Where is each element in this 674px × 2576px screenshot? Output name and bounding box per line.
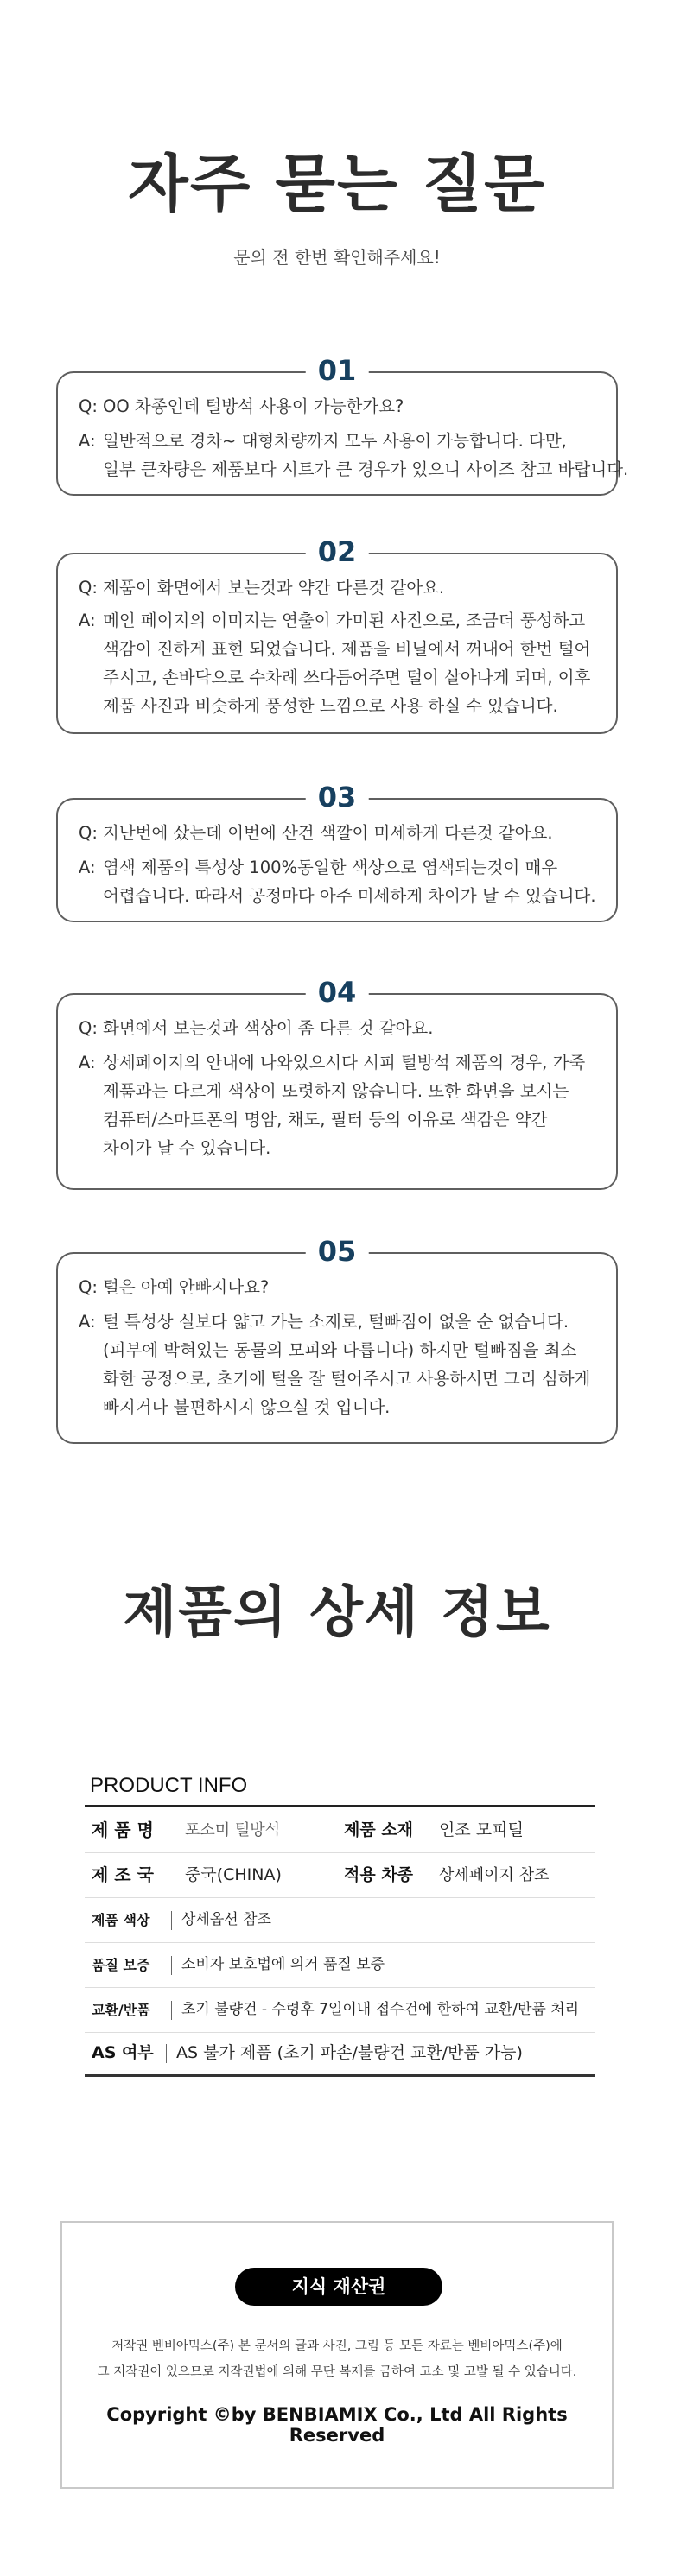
q-label: Q: [79,578,98,598]
faq-card-03 [56,781,618,922]
faq-answer [79,606,602,720]
info-label: 제품 소재 [344,1820,414,1839]
info-value: 포소미 털방석 [175,1808,280,1852]
a-label: A: [79,1312,96,1332]
info-label: AS 여부 [92,2043,154,2062]
faq-answer [79,1307,602,1421]
faq-question [79,392,602,421]
divider [85,1805,595,1807]
faq-subtitle: 문의 전 한번 확인해주세요! [233,247,441,268]
faq-title: 자주 묻는 질문 [128,148,546,220]
info-label: 제 품 명 [92,1820,154,1840]
ip-notice-line: 그 저작권이 있으므로 저작권법에 의해 무단 복제를 금하여 고소 및 고발 될 수 있습니다. [97,2365,577,2379]
info-value: 초기 불량건 - 수령후 7일이내 접수건에 한하여 교환/반품 처리 [171,1988,579,2032]
answer-line: 색감이 진하게 표현 되었습니다. 제품을 비닐에서 꺼내어 한번 털어 [103,639,591,659]
ip-notice-box [60,2221,614,2489]
info-row [85,1853,595,1898]
info-label: 품질 보증 [92,1957,150,1973]
faq-card-05 [56,1235,618,1444]
answer-line: 제품 사진과 비슷하게 풍성한 느낌으로 사용 하실 수 있습니다. [103,696,558,716]
faq-question [79,1014,602,1042]
answer-line: 염색 제품의 특성상 100%동일한 색상으로 염색되는것이 매우 [103,858,558,877]
faq-question [79,573,602,602]
question-text: OO 차종인데 털방석 사용이 가능한가요? [103,396,404,416]
faq-number: 05 [306,1235,369,1268]
info-row [85,1943,595,1988]
q-label: Q: [79,1277,98,1297]
info-row [85,1898,595,1943]
question-text: 지난번에 샀는데 이번에 산건 색깔이 미세하게 다른것 같아요. [103,823,553,843]
info-value: 인조 모피털 [429,1808,524,1852]
info-row [85,1988,595,2033]
answer-line: 주시고, 손바닥으로 수차례 쓰다듬어주면 털이 살아나게 되며, 이후 [103,668,591,687]
ip-badge: 지식 재산권 [235,2268,442,2306]
question-text: 제품이 화면에서 보는것과 약간 다른것 같아요. [103,578,445,598]
info-row [85,1808,595,1853]
a-label: A: [79,611,96,630]
answer-line: (피부에 박혀있는 동물의 모피와 다릅니다) 하지만 털빠짐을 최소 [103,1340,577,1360]
info-row [85,2031,595,2076]
faq-answer [79,1048,602,1162]
ip-notice-line: 저작권 벤비아믹스(주) 본 문서의 글과 사진, 그림 등 모든 자료는 벤비아믹스(주)에 [111,2339,563,2353]
answer-line: 일부 큰차량은 제품보다 시트가 큰 경우가 있으니 사이즈 참고 바랍니다. [103,459,629,479]
faq-number: 04 [306,976,369,1009]
info-label: 교환/반품 [92,2002,150,2018]
info-value: 상세옵션 참조 [171,1898,271,1942]
answer-line: 메인 페이지의 이미지는 연출이 가미된 사진으로, 조금더 풍성하고 [103,611,586,630]
answer-line: 차이가 날 수 있습니다. [103,1138,271,1158]
info-value: 소비자 보호법에 의거 품질 보증 [171,1943,385,1987]
info-value: 중국(CHINA) [175,1853,282,1897]
faq-number: 01 [306,354,369,387]
product-info-heading: PRODUCT INFO [90,1774,248,1797]
info-label: 제품 색상 [92,1912,150,1928]
a-label: A: [79,431,96,451]
faq-answer [79,427,629,484]
q-label: Q: [79,823,98,843]
info-label: 적용 차종 [344,1865,414,1884]
question-text: 화면에서 보는것과 색상이 좀 다른 것 같아요. [103,1018,434,1038]
copyright-text: Copyright ©by BENBIAMIX Co., Ltd All Rights Reserved [106,2404,568,2446]
faq-answer [79,853,602,910]
answer-line: 화한 공정으로, 초기에 털을 잘 털어주시고 사용하시면 그리 심하게 [103,1369,591,1389]
a-label: A: [79,1053,96,1073]
answer-line: 상세페이지의 안내에 나와있으시다 시피 털방석 제품의 경우, 가죽 [103,1053,586,1073]
answer-line: 컴퓨터/스마트폰의 명암, 채도, 필터 등의 이유로 색감은 약간 [103,1110,548,1130]
faq-card-02 [56,535,618,734]
info-value: AS 불가 제품 (초기 파손/불량건 교환/반품 가능) [166,2031,523,2075]
divider [85,2074,595,2077]
info-value: 상세페이지 참조 [429,1853,549,1897]
a-label: A: [79,858,96,877]
answer-line: 일반적으로 경차~ 대형차량까지 모두 사용이 가능합니다. 다만, [103,431,567,451]
q-label: Q: [79,396,98,416]
faq-question [79,1273,602,1301]
info-label: 제 조 국 [92,1864,154,1885]
faq-card-04 [56,976,618,1190]
answer-line: 제품과는 다르게 색상이 또렷하지 않습니다. 또한 화면을 보시는 [103,1081,569,1101]
question-text: 털은 아예 안빠지나요? [103,1277,270,1297]
answer-line: 빠지거나 불편하시지 않으실 것 입니다. [103,1397,391,1417]
answer-line: 어렵습니다. 따라서 공정마다 아주 미세하게 차이가 날 수 있습니다. [103,886,596,906]
faq-number: 03 [306,781,369,813]
detail-title: 제품의 상세 정보 [123,1581,551,1645]
faq-question [79,819,602,847]
q-label: Q: [79,1018,98,1038]
answer-line: 털 특성상 실보다 얇고 가는 소재로, 털빠짐이 없을 순 없습니다. [103,1312,569,1332]
faq-card-01 [56,354,629,496]
faq-number: 02 [306,535,369,568]
